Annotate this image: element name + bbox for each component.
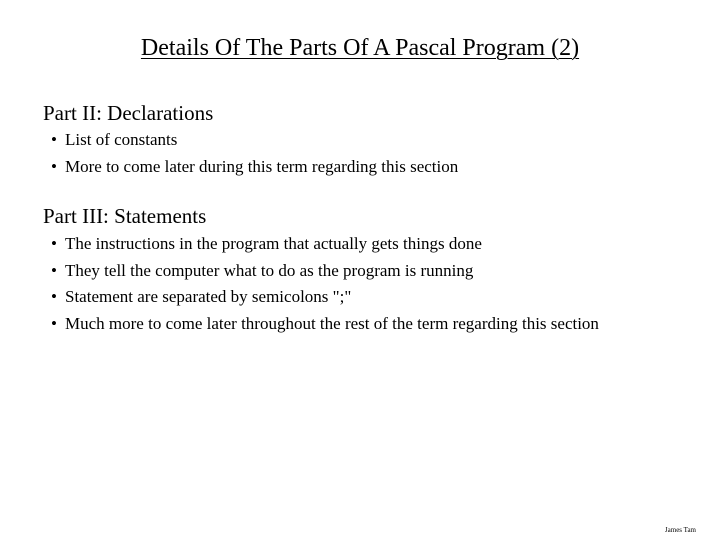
list-item-text: List of constants xyxy=(65,130,178,149)
bullet-icon: • xyxy=(51,156,57,176)
list-item xyxy=(45,258,665,285)
list-item-text: The instructions in the program that actually gets things done xyxy=(65,234,482,253)
bullet-icon: • xyxy=(51,313,57,333)
slide-title: Details Of The Parts Of A Pascal Program (2) xyxy=(140,35,580,61)
bullet-icon: • xyxy=(51,260,57,280)
list-item-text: They tell the computer what to do as the program is running xyxy=(65,260,474,280)
list-item xyxy=(45,231,665,258)
list-item xyxy=(45,154,665,181)
section-heading-declarations: Part II: Declarations xyxy=(43,101,214,125)
list-item-text: Statement are separated by semicolons ";" xyxy=(65,287,352,306)
bullet-icon: • xyxy=(51,130,57,149)
list-item-text: Much more to come later throughout the rest of the term regarding this section xyxy=(65,313,599,333)
list-item xyxy=(45,311,665,338)
author-footer: James Tam xyxy=(664,526,696,534)
bullet-icon: • xyxy=(51,287,57,306)
list-item-text: More to come later during this term regarding this section xyxy=(65,156,459,176)
list-item xyxy=(45,127,665,154)
bullet-icon: • xyxy=(51,234,57,253)
bullet-list-declarations xyxy=(45,127,665,180)
list-item xyxy=(45,284,665,311)
bullet-list-statements xyxy=(45,231,665,337)
section-heading-statements: Part III: Statements xyxy=(43,204,207,228)
